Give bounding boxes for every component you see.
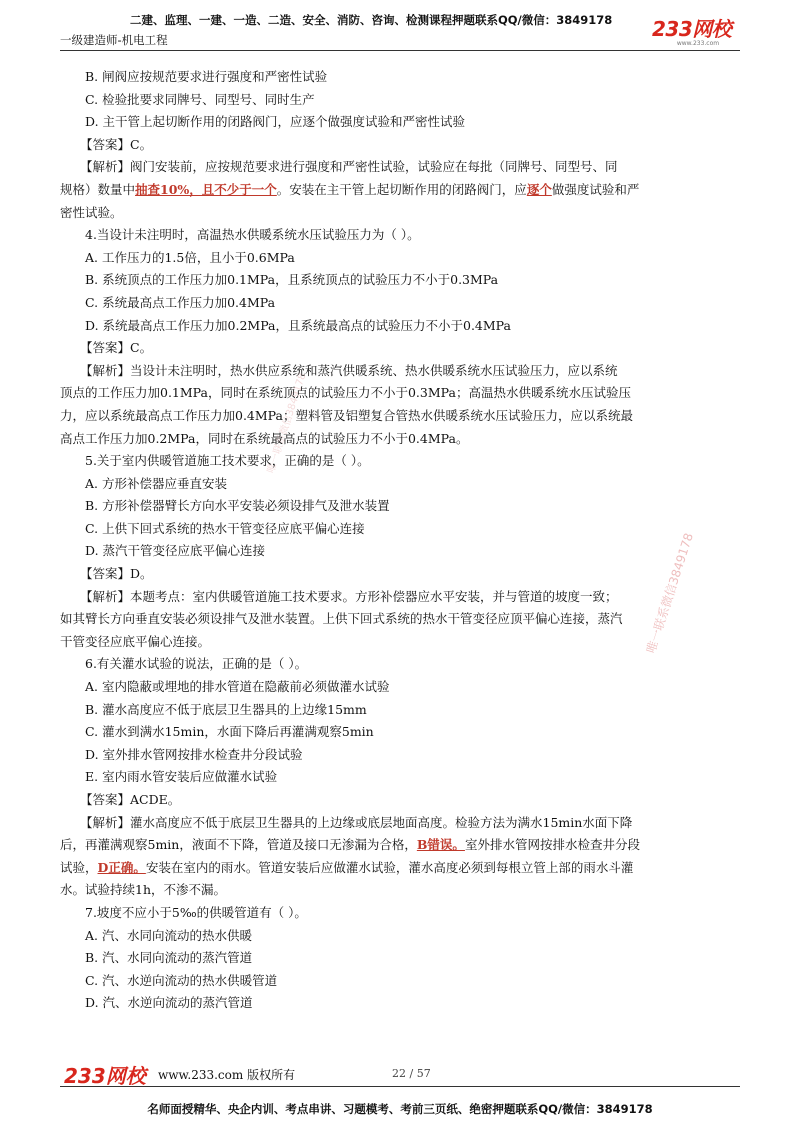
brand-logo-url: www.233.com [676, 40, 720, 47]
q5-analysis-line3: 干管变径应底平偏心连接。 [60, 633, 211, 649]
faint-watermark: 唯一联系微信3849178 [265, 371, 309, 475]
q3-option-b: B. 闸阀应按规范要求进行强度和严密性试验 [85, 69, 328, 84]
q5-option-d: D. 蒸汽干管变径应底平偏心连接 [85, 543, 266, 559]
q6-analysis-line2: 后，再灌满观察5min，液面不下降，管道及接口无渗漏为合格，B错误。室外排水管网按排水检查井分段 [60, 837, 640, 853]
highlight-each: 逐个 [526, 181, 552, 197]
q3-analysis-line3: 密性试验。 [60, 204, 123, 220]
q5-option-c: C. 上供下回式系统的热水干管变径应底平偏心连接 [85, 520, 365, 536]
q5-analysis-line2: 如其臂长方向垂直安装必须设排气及泄水装置。上供下回式系统的热水干管变径应顶平偏心连接，蒸汽 [60, 611, 623, 627]
header-divider [60, 50, 740, 51]
footer-divider [60, 1086, 740, 1087]
q6-option-d: D. 室外排水管网按排水检查井分段试验 [85, 746, 303, 762]
q3-answer: 【答案】C。 [80, 136, 153, 152]
brand-logo-text: 233网校 [652, 17, 732, 41]
highlight-b-wrong: B错误。 [416, 837, 465, 853]
footer-logo: 233网校 [64, 1064, 146, 1088]
q4-answer: 【答案】C。 [80, 340, 153, 356]
q7-option-c: C. 汽、水逆向流动的热水供暖管道 [85, 972, 278, 988]
q5-option-a: A. 方形补偿器应垂直安装 [85, 475, 227, 491]
q6-option-b: B. 灌水高度应不低于底层卫生器具的上边缘15mm [85, 701, 367, 717]
q6-analysis-line1: 【解析】灌水高度应不低于底层卫生器具的上边缘或底层地面高度。检验方法为满水15min水面下降 [80, 814, 633, 830]
q5-analysis-line1: 【解析】本题考点：室内供暖管道施工技术要求。方形补偿器应水平安装，并与管道的坡度一致； [80, 588, 618, 604]
page-number: 22 / 57 [392, 1067, 431, 1080]
q5-answer: 【答案】D。 [80, 566, 153, 582]
q6-option-c: C. 灌水到满水15min，水面下降后再灌满观察5min [85, 724, 374, 740]
q4-option-d: D. 系统最高点工作压力加0.2MPa，且系统最高点的试验压力不小于0.4MPa [85, 317, 511, 333]
q6-answer: 【答案】ACDE。 [80, 792, 181, 807]
q3-option-d: D. 主干管上起切断作用的闭路阀门，应逐个做强度试验和严密性试验 [85, 114, 466, 130]
q4-option-c: C. 系统最高点工作压力加0.4MPa [85, 294, 276, 310]
q6-analysis-line4: 水。试验持续1h，不渗不漏。 [60, 882, 227, 898]
q7-option-d: D. 汽、水逆向流动的蒸汽管道 [85, 995, 253, 1011]
q7-option-b: B. 汽、水同向流动的蒸汽管道 [85, 950, 253, 966]
brand-logo [652, 18, 744, 50]
footer-promo-line: 名师面授精华、央企内训、考点串讲、习题模考、考前三页纸、绝密押题联系QQ/微信：3849178 [147, 1102, 653, 1116]
q6-option-a: A. 室内隐蔽或埋地的排水管道在隐蔽前必须做灌水试验 [85, 679, 390, 695]
q4-analysis-line2: 顶点的工作压力加0.1MPa，同时在系统顶点的试验压力不小于0.3MPa；高温热水供暖系统水压试验压 [60, 385, 631, 401]
document-body [60, 66, 740, 1015]
q4-analysis-line3: 力，应以系统最高点工作压力加0.4MPa；塑料管及铝塑复合管热水供暖系统水压试验压力，应以系统最 [60, 407, 633, 423]
q3-analysis-line1: 【解析】阀门安装前，应按规范要求进行强度和严密性试验，试验应在每批（同牌号、同型号、同 [80, 159, 618, 175]
q7-option-a: A. 汽、水同向流动的热水供暖 [85, 927, 252, 943]
q6-analysis-line3: 试验，D正确。安装在室内的雨水。管道安装后应做灌水试验，灌水高度必须到每根立管上部的雨水斗灌 [60, 859, 634, 875]
q5-option-b: B. 方形补偿器臂长方向水平安装必须设排气及泄水装置 [85, 498, 390, 514]
highlight-d-correct: D正确。 [97, 859, 146, 875]
q5-stem: 5.关于室内供暖管道施工技术要求，正确的是（ ）。 [85, 453, 370, 469]
q4-option-a: A. 工作压力的1.5倍，且小于0.6MPa [85, 249, 295, 265]
header-contact-line: 二建、监理、一建、一造、二造、安全、消防、咨询、检测课程押题联系QQ/微信：3849178 [130, 13, 613, 27]
watermark: 唯一联系微信3849178 [643, 531, 696, 655]
q4-analysis-line4: 高点工作压力加0.2MPa，同时在系统最高点的试验压力不小于0.4MPa。 [60, 430, 469, 446]
q4-stem: 4.当设计未注明时，高温热水供暖系统水压试验压力为（ ）。 [85, 227, 420, 243]
q3-option-c: C. 检验批要求同牌号、同型号、同时生产 [85, 91, 315, 107]
q4-option-b: B. 系统顶点的工作压力加0.1MPa，且系统顶点的试验压力不小于0.3MPa [85, 272, 499, 288]
q3-analysis-line2: 规格）数量中抽查10%，且不少于一个。安装在主干管上起切断作用的闭路阀门，应逐个做强度试验和严 [60, 181, 640, 197]
header-subtitle: 一级建造师-机电工程 [60, 33, 168, 47]
footer-copyright: www.233.com 版权所有 [158, 1068, 296, 1082]
highlight-sampling: 抽查10%，且不少于一个 [135, 181, 277, 197]
q6-stem: 6.有关灌水试验的说法，正确的是（ ）。 [85, 656, 308, 672]
q7-stem: 7.坡度不应小于5‰的供暖管道有（ ）。 [85, 904, 307, 920]
q4-analysis-line1: 【解析】当设计未注明时，热水供应系统和蒸汽供暖系统、热水供暖系统水压试验压力，应以系统 [80, 362, 618, 378]
q6-option-e: E. 室内雨水管安装后应做灌水试验 [85, 769, 278, 785]
